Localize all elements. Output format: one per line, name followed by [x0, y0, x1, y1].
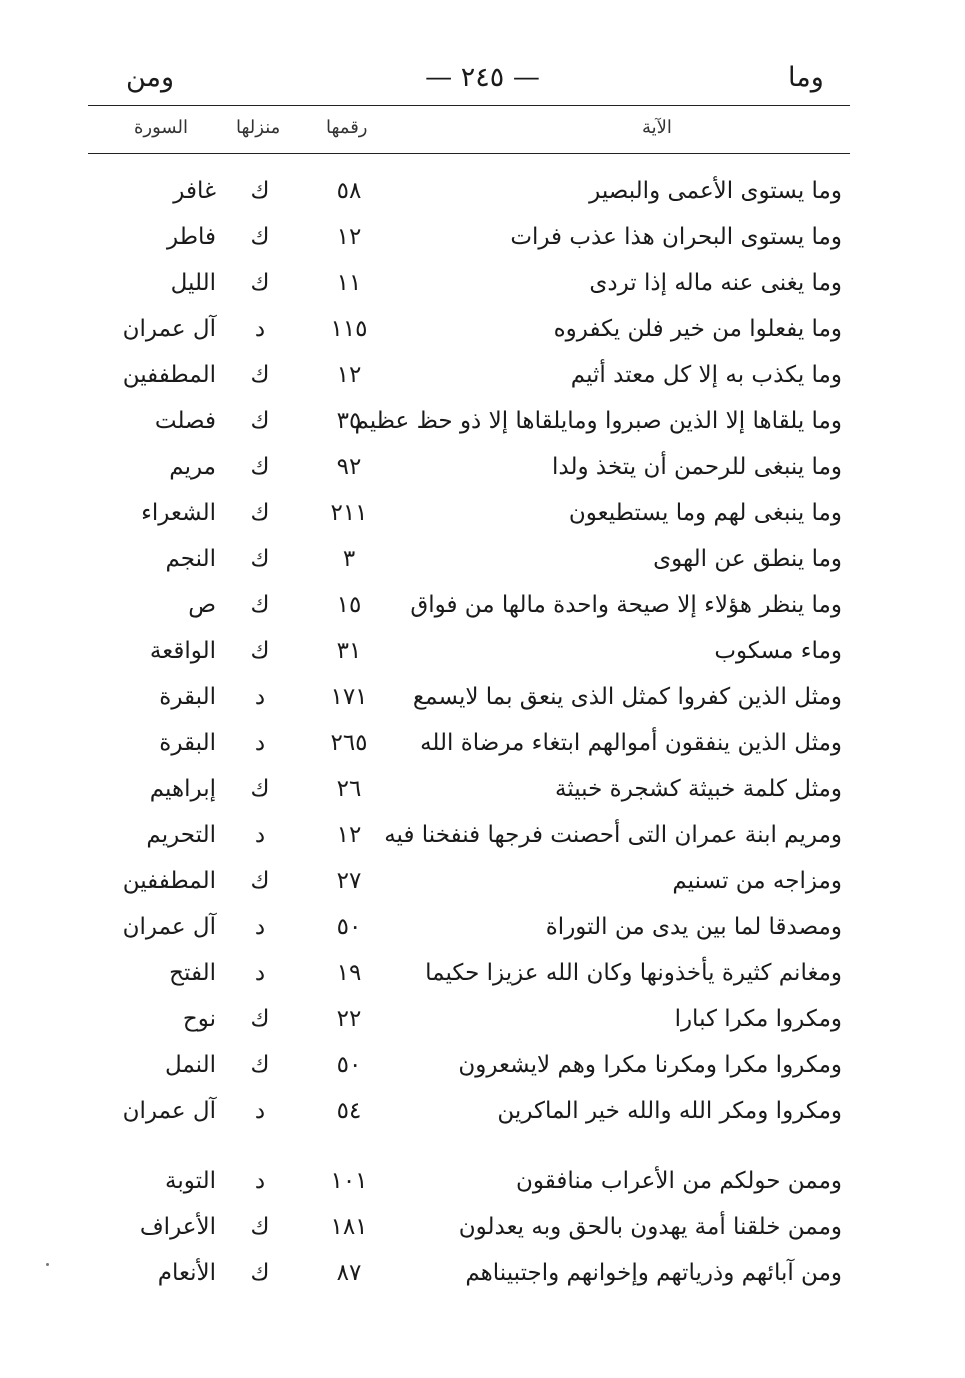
- surah-name: الفتح: [169, 960, 216, 986]
- page-number: — ٢٤٥ —: [425, 62, 540, 93]
- verse-number: ١١٥: [330, 316, 368, 342]
- index-row: [88, 950, 850, 996]
- surah-name: آل عمران: [122, 914, 216, 940]
- index-row: [88, 1204, 850, 1250]
- revelation-place: ك: [250, 408, 270, 434]
- verse-number: ٥٨: [336, 178, 362, 204]
- verse-number: ١٩: [336, 960, 362, 986]
- revelation-place: ك: [250, 1214, 270, 1240]
- verse-text: وممن حولكم من الأعراب منافقون: [515, 1168, 842, 1194]
- verse-text: وما يستوى البحران هذا عذب فرات: [510, 224, 842, 250]
- verse-text: وما ينبغى لهم وما يستطيعون: [568, 500, 842, 526]
- verse-text: وما يلقاها إلا الذين صبروا ومايلقاها إلا ذو حظ عظيم: [354, 408, 842, 434]
- revelation-place: ك: [250, 638, 270, 664]
- verse-text: ومثل كلمة خبيثة كشجرة خبيثة: [554, 776, 842, 802]
- index-row: [88, 352, 850, 398]
- revelation-place: ك: [250, 1260, 270, 1286]
- revelation-place: ك: [250, 500, 270, 526]
- revelation-place: د: [254, 1098, 266, 1124]
- column-header-number: رقمها: [326, 117, 368, 138]
- revelation-place: ك: [250, 224, 270, 250]
- print-speck: [46, 1263, 49, 1266]
- index-row: [88, 490, 850, 536]
- index-row: [88, 306, 850, 352]
- surah-name: الليل: [170, 270, 216, 296]
- column-header-verse: الآية: [642, 117, 672, 138]
- revelation-place: د: [254, 316, 266, 342]
- surah-name: المطففين: [122, 868, 216, 894]
- verse-number: ٨٧: [336, 1260, 362, 1286]
- verse-number: ١٢: [336, 822, 362, 848]
- index-row: [88, 444, 850, 490]
- verse-text: وممن خلقنا أمة يهدون بالحق وبه يعدلون: [458, 1214, 842, 1240]
- revelation-place: ك: [250, 270, 270, 296]
- index-row: [88, 398, 850, 444]
- verse-number: ١٧١: [330, 684, 368, 710]
- verse-number: ١٥: [336, 592, 362, 618]
- index-row: [88, 1250, 850, 1296]
- surah-name: الأنعام: [157, 1260, 216, 1286]
- header-rule: [88, 105, 850, 106]
- verse-text: وماء مسكوب: [714, 638, 842, 664]
- verse-text: وما يكذب به إلا كل معتد أثيم: [570, 362, 842, 388]
- surah-name: التوبة: [165, 1168, 216, 1194]
- surah-name: الواقعة: [149, 638, 216, 664]
- verse-number: ١١: [336, 270, 362, 296]
- surah-name: المطففين: [122, 362, 216, 388]
- verse-text: وما يفعلوا من خير فلن يكفروه: [553, 316, 842, 342]
- verse-text: ومريم ابنة عمران التى أحصنت فرجها فنفخنا فيه: [384, 822, 842, 848]
- index-row: [88, 582, 850, 628]
- revelation-place: د: [254, 730, 266, 756]
- verse-number: ٢٧: [336, 868, 362, 894]
- surah-name: آل عمران: [122, 1098, 216, 1124]
- verse-number: ١٠١: [330, 1168, 368, 1194]
- revelation-place: د: [254, 1168, 266, 1194]
- column-header-rule: [88, 153, 850, 154]
- revelation-place: ك: [250, 1006, 270, 1032]
- verse-text: وما ينظر هؤلاء إلا صيحة واحدة مالها من فواق: [410, 592, 842, 618]
- surah-name: آل عمران: [122, 316, 216, 342]
- verse-number: ١٢: [336, 362, 362, 388]
- verse-text: ومثل الذين ينفقون أموالهم ابتغاء مرضاة الله: [420, 730, 842, 756]
- surah-name: فصلت: [154, 408, 216, 434]
- verse-text: ومن آبائهم وذرياتهم وإخوانهم واجتبيناهم: [465, 1260, 842, 1286]
- verse-number: ٣١: [336, 638, 362, 664]
- revelation-place: ك: [250, 868, 270, 894]
- revelation-place: د: [254, 914, 266, 940]
- verse-number: ٣٥: [336, 408, 362, 434]
- verse-number: ٥٤: [336, 1098, 362, 1124]
- surah-name: ص: [188, 592, 216, 618]
- verse-number: ١٢: [336, 224, 362, 250]
- verse-number: ٢١١: [330, 500, 368, 526]
- verse-text: ومثل الذين كفروا كمثل الذى ينعق بما لايسمع: [412, 684, 842, 710]
- surah-name: مريم: [169, 454, 216, 480]
- index-row: [88, 168, 850, 214]
- surah-name: البقرة: [159, 684, 216, 710]
- verse-text: وما يستوى الأعمى والبصير: [589, 178, 842, 204]
- verse-number: ١٨١: [330, 1214, 368, 1240]
- surah-name: البقرة: [159, 730, 216, 756]
- verse-number: ٢٢: [336, 1006, 362, 1032]
- column-header-revelation: منزلها: [236, 117, 281, 138]
- verse-text: وما ينطق عن الهوى: [653, 546, 842, 572]
- surah-name: الأعراف: [139, 1214, 216, 1240]
- verse-number: ٥٠: [336, 914, 362, 940]
- surah-name: الشعراء: [141, 500, 216, 526]
- surah-name: إبراهيم: [149, 776, 216, 802]
- verse-number: ٩٢: [336, 454, 362, 480]
- verse-text: ومصدقا لما بين يدى من التوراة: [545, 914, 842, 940]
- catchword-left: ومن: [126, 62, 175, 93]
- revelation-place: ك: [250, 1052, 270, 1078]
- revelation-place: ك: [250, 454, 270, 480]
- verse-text: وما ينبغى للرحمن أن يتخذ ولدا: [552, 454, 842, 480]
- index-row: [88, 628, 850, 674]
- index-row: [88, 1088, 850, 1134]
- verse-text: ومغانم كثيرة يأخذونها وكان الله عزيزا حكيما: [425, 960, 842, 986]
- revelation-place: د: [254, 960, 266, 986]
- verse-text: ومزاجه من تسنيم: [672, 868, 842, 894]
- revelation-place: د: [254, 822, 266, 848]
- index-row: [88, 260, 850, 306]
- verse-number: ٢٦٥: [330, 730, 368, 756]
- verse-text: ومكروا مكرا كبارا: [674, 1006, 842, 1032]
- revelation-place: د: [254, 684, 266, 710]
- verse-number: ٢٦: [336, 776, 362, 802]
- verse-text: وما يغنى عنه ماله إذا تردى: [589, 270, 842, 296]
- surah-name: التحريم: [146, 822, 216, 848]
- surah-name: فاطر: [167, 224, 216, 250]
- verse-text: ومكروا ومكر الله والله خير الماكرين: [497, 1098, 842, 1124]
- surah-name: النمل: [164, 1052, 216, 1078]
- surah-name: نوح: [182, 1006, 216, 1032]
- catchword-right: وما: [788, 62, 824, 93]
- index-row: [88, 812, 850, 858]
- index-row: [88, 1042, 850, 1088]
- index-row: [88, 904, 850, 950]
- revelation-place: ك: [250, 178, 270, 204]
- index-row: [88, 720, 850, 766]
- index-row: [88, 766, 850, 812]
- index-row: [88, 214, 850, 260]
- index-row: [88, 536, 850, 582]
- verse-number: ٣: [342, 546, 356, 572]
- verse-number: ٥٠: [336, 1052, 362, 1078]
- revelation-place: ك: [250, 592, 270, 618]
- index-row: [88, 996, 850, 1042]
- index-row: [88, 858, 850, 904]
- surah-name: النجم: [165, 546, 216, 572]
- index-row: [88, 1158, 850, 1204]
- revelation-place: ك: [250, 362, 270, 388]
- surah-name: غافر: [173, 178, 216, 204]
- verse-text: ومكروا مكرا ومكرنا مكرا وهم لايشعرون: [458, 1052, 842, 1078]
- column-header-surah: السورة: [134, 117, 188, 138]
- index-row: [88, 674, 850, 720]
- revelation-place: ك: [250, 546, 270, 572]
- revelation-place: ك: [250, 776, 270, 802]
